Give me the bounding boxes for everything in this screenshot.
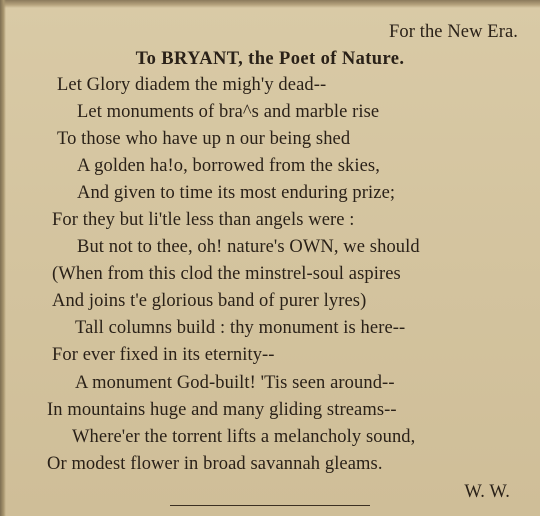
poem-line: Tall columns build : thy monument is here-- [75,318,406,338]
poem-line: A monument God-built! 'Tis seen around-- [75,373,395,393]
left-border [0,0,6,516]
poem-line: To those who have up n our being shed [57,129,351,149]
poem-line: In mountains huge and many gliding streams-- [47,400,397,420]
poem-title: To BRYANT, the Poet of Nature. [135,49,405,69]
poem-line: For they but li'tle less than angels were : [52,210,355,230]
top-border [0,0,540,8]
poem-line: Let monuments of bra^s and marble rise [77,102,380,122]
dateline: For the New Era. [388,22,518,42]
poem-line: But not to thee, oh! nature's OWN, we should [77,237,420,257]
poem-line: Let Glory diadem the migh'y dead-- [57,75,327,95]
poem-line: And given to time its most enduring prize; [77,183,396,203]
poem-line: A golden ha!o, borrowed from the skies, [77,156,380,176]
poem-line: Or modest flower in broad savannah gleams. [47,454,383,474]
signature: W. W. [464,482,510,502]
poem-line: Where'er the torrent lifts a melancholy sound, [72,427,416,447]
poem-line: For ever fixed in its eternity-- [52,345,275,365]
bottom-divider [170,505,370,506]
poem-line: And joins t'e glorious band of purer lyres) [52,291,367,311]
poem-line: (When from this clod the minstrel-soul aspires [52,264,401,284]
